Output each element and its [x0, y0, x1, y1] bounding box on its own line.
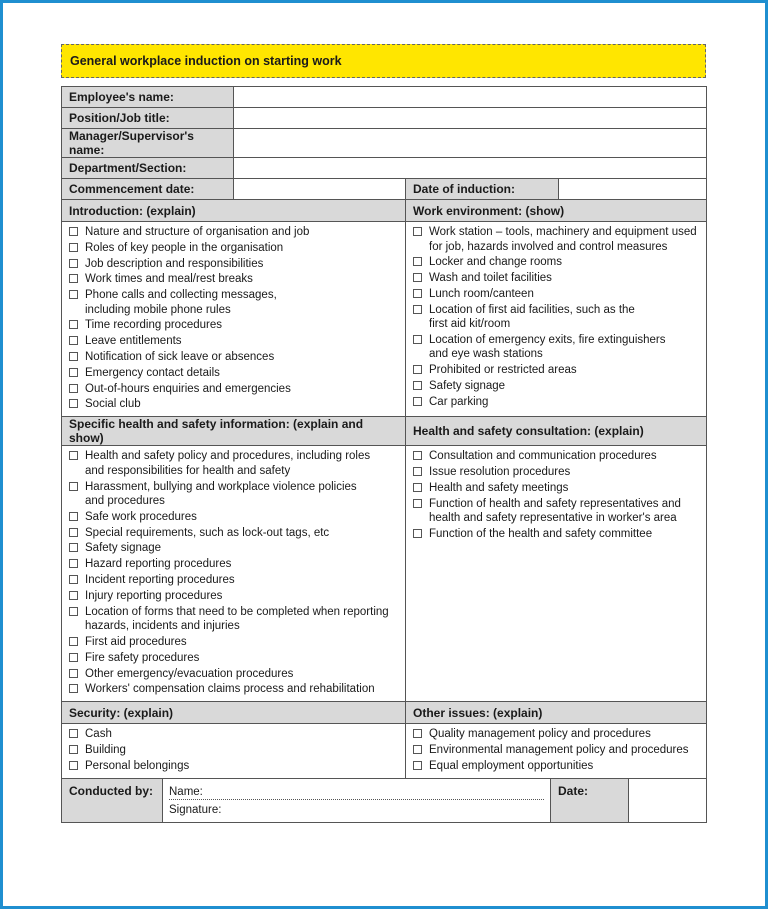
introduction-item: [69, 241, 398, 256]
checkbox[interactable]: [69, 575, 78, 584]
checklist-label: Hazard reporting procedures: [85, 558, 232, 571]
health-safety-info-heading: Specific health and safety information: (explain and show): [62, 417, 406, 446]
work-environment-item: [413, 303, 699, 332]
checkbox[interactable]: [69, 482, 78, 491]
health-safety-info-item: [69, 682, 398, 697]
checkbox[interactable]: [69, 384, 78, 393]
consultation-item: [413, 497, 699, 526]
checkbox[interactable]: [69, 259, 78, 268]
introduction-item: [69, 397, 398, 412]
employee-name-field[interactable]: [234, 87, 707, 108]
checklist-label: Health and safety meetings: [429, 481, 569, 494]
checkbox[interactable]: [413, 451, 422, 460]
checklist-label: Function of the health and safety committee: [429, 527, 653, 540]
checkbox[interactable]: [69, 243, 78, 252]
signature-label: Signature:: [169, 804, 222, 817]
checklist-label: Social club: [85, 398, 141, 411]
introduction-item: [69, 350, 398, 365]
checklist-label: Incident reporting procedures: [85, 574, 235, 587]
checkbox[interactable]: [69, 399, 78, 408]
health-safety-info-item: [69, 526, 398, 541]
checklist-label: Safety signage: [429, 380, 506, 393]
checklist-label: Injury reporting procedures: [85, 589, 223, 602]
checklist-label: Location of forms that need to be completed when reporting hazards, incidents and injuries: [85, 605, 389, 633]
position-label: Position/Job title:: [62, 108, 234, 129]
checklist-label: Wash and toilet facilities: [429, 272, 552, 285]
induction-date-field[interactable]: [559, 179, 707, 200]
conducted-by-cell: [163, 778, 551, 822]
checkbox[interactable]: [69, 684, 78, 693]
checkbox[interactable]: [69, 559, 78, 568]
checkbox[interactable]: [69, 637, 78, 646]
work-environment-item: [413, 333, 699, 362]
checklist-label: Leave entitlements: [85, 335, 182, 348]
checklist-label: Environmental management policy and procedures: [429, 743, 689, 756]
checkbox[interactable]: [69, 761, 78, 770]
checkbox[interactable]: [69, 607, 78, 616]
signature-line[interactable]: [163, 800, 550, 821]
introduction-item: [69, 272, 398, 287]
checklist-label: Workers' compensation claims process and rehabilitation: [85, 683, 375, 696]
other-issues-items: [406, 724, 707, 778]
checkbox[interactable]: [413, 745, 422, 754]
checklist-label: Work times and meal/rest breaks: [85, 273, 253, 286]
checklist-label: First aid procedures: [85, 635, 187, 648]
checkbox[interactable]: [413, 257, 422, 266]
work-environment-heading: Work environment: (show): [406, 200, 707, 222]
checkbox[interactable]: [413, 729, 422, 738]
security-item: [69, 759, 398, 774]
health-safety-info-item: [69, 449, 398, 478]
work-environment-item: [413, 287, 699, 302]
name-label: Name:: [169, 786, 544, 800]
checklist-label: Other emergency/evacuation procedures: [85, 667, 294, 680]
checkbox[interactable]: [69, 528, 78, 537]
checklist-label: Car parking: [429, 395, 489, 408]
security-item: [69, 727, 398, 742]
other-issues-item: [413, 727, 699, 742]
checkbox[interactable]: [69, 352, 78, 361]
checklist-label: Harassment, bullying and workplace violence policies and procedures: [85, 480, 357, 508]
health-safety-info-item: [69, 635, 398, 650]
signoff-table: [61, 778, 707, 823]
work-environment-item: [413, 225, 699, 254]
checkbox[interactable]: [69, 543, 78, 552]
checklist-label: Notification of sick leave or absences: [85, 351, 275, 364]
health-safety-info-item: [69, 589, 398, 604]
induction-date-label: Date of induction:: [406, 179, 559, 200]
consultation-heading: Health and safety consultation: (explain): [406, 417, 707, 446]
checkbox[interactable]: [69, 227, 78, 236]
checkbox[interactable]: [69, 512, 78, 521]
checkbox[interactable]: [413, 467, 422, 476]
checkbox[interactable]: [69, 274, 78, 283]
other-issues-item: [413, 743, 699, 758]
checkbox[interactable]: [413, 227, 422, 236]
consultation-item: [413, 449, 699, 464]
form-title: General workplace induction on starting work: [61, 44, 706, 78]
checkbox[interactable]: [413, 305, 422, 314]
checkbox[interactable]: [69, 669, 78, 678]
checklist-label: Cash: [85, 728, 112, 741]
checkbox[interactable]: [69, 368, 78, 377]
work-environment-items: [406, 222, 707, 417]
health-safety-info-item: [69, 667, 398, 682]
induction-form: [61, 44, 706, 823]
checkbox[interactable]: [413, 761, 422, 770]
health-safety-info-item: [69, 510, 398, 525]
checklist-label: Phone calls and collecting messages, including mobile phone rules: [85, 289, 277, 316]
checklist-label: Nature and structure of organisation and job: [85, 226, 310, 238]
department-field[interactable]: [234, 158, 707, 179]
checklist-label: Work station – tools, machinery and equipment used for job, hazards involved and control measures: [429, 226, 697, 253]
conducted-by-label: Conducted by:: [62, 778, 163, 822]
checkbox[interactable]: [413, 381, 422, 390]
work-environment-item: [413, 379, 699, 394]
checkbox[interactable]: [413, 529, 422, 538]
health-safety-info-items: [62, 446, 406, 702]
introduction-item: [69, 225, 398, 240]
name-line[interactable]: [163, 779, 550, 800]
checklist-label: Emergency contact details: [85, 366, 220, 379]
security-item: [69, 743, 398, 758]
checklist-label: Function of health and safety representatives and health and safety representative in worker's area: [429, 497, 681, 525]
security-items: [62, 724, 406, 778]
checkbox[interactable]: [413, 273, 422, 282]
date-label: Date:: [551, 778, 629, 822]
position-field[interactable]: [234, 108, 707, 129]
health-safety-info-item: [69, 557, 398, 572]
health-safety-info-item: [69, 480, 398, 509]
security-heading: Security: (explain): [62, 702, 406, 724]
health-safety-info-item: [69, 573, 398, 588]
department-label: Department/Section:: [62, 158, 234, 179]
other-issues-heading: Other issues: (explain): [406, 702, 707, 724]
commencement-date-field[interactable]: [234, 179, 406, 200]
introduction-item: [69, 366, 398, 381]
introduction-item: [69, 318, 398, 333]
checkbox[interactable]: [413, 483, 422, 492]
checklist-label: Safety signage: [85, 542, 162, 555]
introduction-heading: Introduction: (explain): [62, 200, 406, 222]
checklist-label: Time recording procedures: [85, 319, 222, 332]
health-safety-info-item: [69, 605, 398, 634]
checklist-label: Out-of-hours enquiries and emergencies: [85, 382, 291, 395]
checkbox[interactable]: [69, 451, 78, 460]
checklist-label: Building: [85, 743, 126, 756]
work-environment-item: [413, 363, 699, 378]
checklist-label: Locker and change rooms: [429, 256, 562, 269]
commencement-date-label: Commencement date:: [62, 179, 234, 200]
checklist-label: Personal belongings: [85, 759, 190, 772]
induction-table: [61, 86, 707, 779]
checklist-label: Fire safety procedures: [85, 651, 200, 664]
checkbox[interactable]: [69, 591, 78, 600]
checkbox[interactable]: [69, 320, 78, 329]
checklist-label: Quality management policy and procedures: [429, 728, 651, 741]
consultation-item: [413, 465, 699, 480]
checklist-label: Roles of key people in the organisation: [85, 241, 284, 254]
checklist-label: Issue resolution procedures: [429, 466, 571, 479]
manager-field[interactable]: [234, 129, 707, 158]
health-safety-info-item: [69, 541, 398, 556]
checkbox[interactable]: [69, 729, 78, 738]
checklist-label: Lunch room/canteen: [429, 287, 534, 300]
checkbox[interactable]: [413, 365, 422, 374]
checkbox[interactable]: [413, 499, 422, 508]
checklist-label: Health and safety policy and procedures, including roles and responsibilities for health and safety: [85, 450, 371, 477]
checkbox[interactable]: [413, 289, 422, 298]
checklist-label: Consultation and communication procedures: [429, 450, 657, 463]
checkbox[interactable]: [413, 335, 422, 344]
checklist-label: Special requirements, such as lock-out tags, etc: [85, 526, 330, 539]
consultation-item: [413, 527, 699, 542]
checklist-label: Safe work procedures: [85, 510, 197, 523]
checkbox[interactable]: [69, 745, 78, 754]
checklist-label: Equal employment opportunities: [429, 759, 594, 772]
manager-label: Manager/Supervisor's name:: [62, 129, 234, 158]
introduction-items: [62, 222, 406, 417]
checkbox[interactable]: [69, 653, 78, 662]
work-environment-item: [413, 395, 699, 410]
introduction-item: [69, 257, 398, 272]
work-environment-item: [413, 271, 699, 286]
checkbox[interactable]: [413, 397, 422, 406]
work-environment-item: [413, 255, 699, 270]
checklist-label: Location of first aid facilities, such as the first aid kit/room: [429, 303, 635, 331]
checklist-label: Job description and responsibilities: [85, 257, 264, 270]
introduction-item: [69, 334, 398, 349]
introduction-item: [69, 288, 398, 317]
date-field[interactable]: [629, 778, 707, 822]
health-safety-info-item: [69, 651, 398, 666]
checklist-label: Location of emergency exits, fire extinguishers and eye wash stations: [429, 333, 666, 361]
introduction-item: [69, 382, 398, 397]
employee-name-label: Employee's name:: [62, 87, 234, 108]
checkbox[interactable]: [69, 290, 78, 299]
other-issues-item: [413, 759, 699, 774]
checkbox[interactable]: [69, 336, 78, 345]
consultation-items: [406, 446, 707, 702]
consultation-item: [413, 481, 699, 496]
checklist-label: Prohibited or restricted areas: [429, 364, 577, 377]
